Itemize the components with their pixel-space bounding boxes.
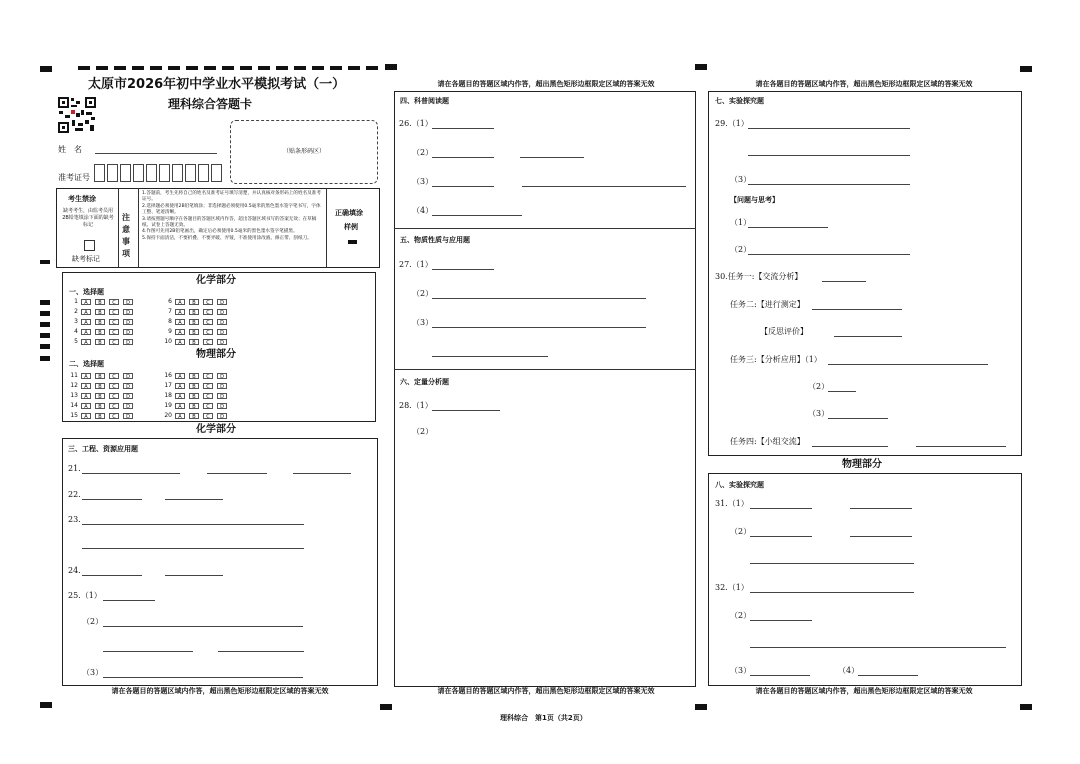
mcq-option-bubble[interactable]: C xyxy=(203,373,213,379)
mcq-option-bubble[interactable]: A xyxy=(175,393,185,399)
q26-4-label: （4） xyxy=(412,206,434,215)
mcq-option-bubble[interactable]: B xyxy=(95,299,105,305)
mcq-question-number: 10 xyxy=(164,338,172,345)
q26-blank-1[interactable] xyxy=(432,128,494,129)
section-6-title: 六、定量分析题 xyxy=(400,378,449,386)
q28-label: 28.（1） xyxy=(399,401,433,410)
mcq-row xyxy=(160,337,231,347)
mcq-option-bubble[interactable]: B xyxy=(189,319,199,325)
mcq-option-bubble[interactable]: B xyxy=(95,319,105,325)
mcq-group-chem-left xyxy=(66,297,137,347)
mcq-option-bubble[interactable]: D xyxy=(217,373,227,379)
mcq-option-bubble[interactable]: B xyxy=(95,413,105,419)
q32-4-label: （4） xyxy=(838,666,860,675)
mcq-option-bubble[interactable]: D xyxy=(217,309,227,315)
q26-blank-3[interactable] xyxy=(520,157,584,158)
mcq-part-phys: 物理部分 xyxy=(196,349,236,360)
fill-example-title: 正确填涂 xyxy=(335,209,363,217)
reflect-label: 【反思评价】 xyxy=(760,327,808,336)
q29-label: 29.（1） xyxy=(715,119,749,128)
mcq-question-number: 15 xyxy=(70,412,78,419)
q22-blank-1[interactable] xyxy=(82,499,142,500)
mcq-option-bubble[interactable]: D xyxy=(217,329,227,335)
mcq-question-number: 3 xyxy=(74,318,78,325)
q25-blank-4[interactable] xyxy=(218,651,304,652)
mcq-row xyxy=(66,381,137,391)
mcq-option-bubble[interactable]: C xyxy=(109,383,119,389)
q23-blank-1[interactable] xyxy=(82,524,304,525)
qr-code-icon xyxy=(57,96,97,134)
mcq-option-bubble[interactable]: C xyxy=(109,329,119,335)
mcq-option-bubble[interactable]: A xyxy=(81,393,91,399)
q26-blank-4[interactable] xyxy=(432,186,494,187)
q32-label: 32.（1） xyxy=(715,583,749,592)
col3-phys-box xyxy=(708,473,1022,686)
col1-part-chem: 化学部分 xyxy=(196,424,236,435)
mcq-section-1: 一、选择题 xyxy=(69,288,104,296)
mcq-option-bubble[interactable]: D xyxy=(123,339,133,345)
mcq-option-bubble[interactable]: B xyxy=(95,403,105,409)
mcq-row xyxy=(160,371,231,381)
mcq-option-bubble[interactable]: B xyxy=(189,309,199,315)
mcq-option-bubble[interactable]: C xyxy=(203,393,213,399)
mcq-option-bubble[interactable]: B xyxy=(189,329,199,335)
mcq-option-bubble[interactable]: C xyxy=(109,413,119,419)
mcq-row xyxy=(160,327,231,337)
mcq-option-bubble[interactable]: D xyxy=(123,319,133,325)
mcq-row xyxy=(66,401,137,411)
mcq-question-number: 17 xyxy=(164,382,172,389)
task1-label: 30.任务一:【交流分析】 xyxy=(715,272,803,281)
mcq-question-number: 4 xyxy=(74,328,78,335)
mcq-question-number: 5 xyxy=(74,338,78,345)
problem-2-label: （2） xyxy=(730,245,752,254)
q26-blank-5[interactable] xyxy=(522,186,686,187)
mcq-option-bubble[interactable]: C xyxy=(109,339,119,345)
mcq-question-number: 7 xyxy=(168,308,172,315)
note-item: 5.保持卡面清洁，不要折叠、不要弄破、弄皱，不准使用涂改液、修正带、刮纸刀。 xyxy=(142,235,312,241)
q31-2-label: （2） xyxy=(730,527,752,536)
mcq-option-bubble[interactable]: A xyxy=(175,413,185,419)
mcq-option-bubble[interactable]: D xyxy=(123,373,133,379)
q31-blank-2[interactable] xyxy=(850,508,912,509)
mcq-option-bubble[interactable]: C xyxy=(109,393,119,399)
mcq-row xyxy=(66,411,137,421)
section-4-title: 四、科普阅读题 xyxy=(400,97,449,105)
mcq-row xyxy=(160,381,231,391)
task3-blank-1[interactable] xyxy=(828,364,988,365)
q28-blank-1[interactable] xyxy=(432,410,500,411)
q23-blank-2[interactable] xyxy=(82,548,304,549)
mcq-option-bubble[interactable]: D xyxy=(123,329,133,335)
card-subtitle: 理科综合答题卡 xyxy=(168,97,253,111)
mcq-option-bubble[interactable]: B xyxy=(189,373,199,379)
barcode-label: （贴条形码区） xyxy=(282,148,325,155)
mcq-option-bubble[interactable]: D xyxy=(123,403,133,409)
mcq-row xyxy=(160,317,231,327)
absent-checkbox[interactable] xyxy=(84,240,95,251)
mcq-row xyxy=(66,371,137,381)
mcq-row xyxy=(160,411,231,421)
mcq-option-bubble[interactable]: C xyxy=(203,319,213,325)
mcq-option-bubble[interactable]: B xyxy=(189,339,199,345)
mcq-option-bubble[interactable]: A xyxy=(175,319,185,325)
mcq-option-bubble[interactable]: B xyxy=(95,329,105,335)
absent-mark-label: 缺考标记 xyxy=(72,255,100,263)
reflect-blank[interactable] xyxy=(834,336,902,337)
col2-top-banner: 请在各题目的答题区域内作答，超出黑色矩形边框限定区域的答案无效 xyxy=(437,80,655,88)
problem-1-label: （1） xyxy=(730,218,752,227)
mcq-question-number: 11 xyxy=(70,372,78,379)
q25-2-label: （2） xyxy=(82,617,104,626)
mcq-option-bubble[interactable]: C xyxy=(203,413,213,419)
mcq-option-bubble[interactable]: A xyxy=(81,339,91,345)
fill-example-sub: 样例 xyxy=(344,223,358,231)
q21-label: 21. xyxy=(68,464,81,473)
q28-2-label: （2） xyxy=(412,427,434,436)
barcode-area xyxy=(230,120,378,184)
q31-blank-3[interactable] xyxy=(750,536,812,537)
mcq-option-bubble[interactable]: A xyxy=(175,383,185,389)
mcq-question-number: 19 xyxy=(164,402,172,409)
mcq-row xyxy=(66,297,137,307)
task4-blank-2[interactable] xyxy=(916,446,1006,447)
q25-blank-2[interactable] xyxy=(103,626,303,627)
task3-3-label: （3） xyxy=(808,409,830,418)
mcq-option-bubble[interactable]: D xyxy=(123,383,133,389)
problem-blank-2[interactable] xyxy=(748,254,910,255)
mcq-option-bubble[interactable]: A xyxy=(81,319,91,325)
q26-blank-6[interactable] xyxy=(432,215,522,216)
task3-blank-2[interactable] xyxy=(828,391,856,392)
q31-blank-5[interactable] xyxy=(750,563,914,564)
q23-label: 23. xyxy=(68,515,81,524)
mcq-option-bubble[interactable]: D xyxy=(217,339,227,345)
mcq-option-bubble[interactable]: A xyxy=(175,299,185,305)
mcq-option-bubble[interactable]: C xyxy=(203,309,213,315)
mcq-option-bubble[interactable]: B xyxy=(95,383,105,389)
col3-top-banner: 请在各题目的答题区域内作答，超出黑色矩形边框限定区域的答案无效 xyxy=(755,80,973,88)
mcq-option-bubble[interactable]: A xyxy=(81,403,91,409)
note-item: 2.选择题必须使用2B铅笔填涂；非选择题必须使用0.5毫米的黑色墨水签字笔书写，字体工整、笔迹清晰。 xyxy=(142,203,321,216)
q32-3-label: （3） xyxy=(730,666,752,675)
task2-label: 任务二:【进行测定】 xyxy=(730,300,805,309)
q32-blank-1[interactable] xyxy=(750,592,914,593)
mcq-group-phys-right xyxy=(160,371,231,421)
mcq-row xyxy=(66,307,137,317)
q25-label: 25.（1） xyxy=(68,591,102,600)
mcq-row xyxy=(160,391,231,401)
mcq-option-bubble[interactable]: D xyxy=(217,413,227,419)
q26-2-label: （2） xyxy=(412,148,434,157)
task4-label: 任务四:【小组交流】 xyxy=(730,437,805,446)
q27-blank-1[interactable] xyxy=(432,269,494,270)
mcq-row xyxy=(66,337,137,347)
mcq-row xyxy=(66,317,137,327)
mcq-question-number: 2 xyxy=(74,308,78,315)
absent-text: 缺考考生，由监考员用2B铅笔填涂下面的缺考标记 xyxy=(62,208,114,228)
mcq-option-bubble[interactable]: C xyxy=(203,329,213,335)
mcq-option-bubble[interactable]: A xyxy=(175,373,185,379)
mcq-option-bubble[interactable]: C xyxy=(109,403,119,409)
problem-blank-1[interactable] xyxy=(748,227,828,228)
section-7-title: 七、实验探究题 xyxy=(715,97,764,105)
mcq-question-number: 13 xyxy=(70,392,78,399)
notes-title: 注意事项 xyxy=(122,213,130,258)
q29-3-label: （3） xyxy=(730,175,752,184)
mcq-option-bubble[interactable]: B xyxy=(189,413,199,419)
q21-blank-2[interactable] xyxy=(207,473,267,474)
q32-blank-2[interactable] xyxy=(750,620,812,621)
col1-answer-box xyxy=(62,438,378,686)
task3-blank-3[interactable] xyxy=(828,418,888,419)
mcq-group-chem-right xyxy=(160,297,231,347)
note-item: 1.答题前，考生先将自己的姓名及准考证号填写清楚，并认真核对条形码上的姓名及准考证号。 xyxy=(142,191,321,203)
q21-blank-3[interactable] xyxy=(293,473,351,474)
mcq-option-bubble[interactable]: A xyxy=(175,309,185,315)
name-label: 姓 名 xyxy=(58,145,82,154)
name-field[interactable] xyxy=(95,153,217,154)
mcq-question-number: 14 xyxy=(70,402,78,409)
mcq-part-chem: 化学部分 xyxy=(196,275,236,286)
mcq-question-number: 9 xyxy=(168,328,172,335)
task4-blank-1[interactable] xyxy=(812,446,888,447)
mcq-option-bubble[interactable]: B xyxy=(95,373,105,379)
exam-id-label: 准考证号 xyxy=(58,173,90,182)
q24-label: 24. xyxy=(68,566,81,575)
section-8-title: 八、实验探究题 xyxy=(715,481,764,489)
mcq-row xyxy=(160,297,231,307)
q26-label: 26.（1） xyxy=(399,119,433,128)
col2-answer-box xyxy=(394,91,696,687)
mcq-question-number: 6 xyxy=(168,298,172,305)
q29-blank-3[interactable] xyxy=(748,184,910,185)
mcq-option-bubble[interactable]: A xyxy=(81,299,91,305)
mcq-option-bubble[interactable]: C xyxy=(203,299,213,305)
note-item: 3.请按照题号顺序在各题目的答题区域内作答，超出答题区域书写的答案无效；在草稿纸、试卷上答题无效。 xyxy=(142,216,317,229)
mcq-question-number: 12 xyxy=(70,382,78,389)
mcq-option-bubble[interactable]: B xyxy=(95,309,105,315)
q32-blank-4[interactable] xyxy=(750,675,810,676)
mcq-option-bubble[interactable]: C xyxy=(109,299,119,305)
mcq-option-bubble[interactable]: D xyxy=(217,383,227,389)
section-3-title: 三、工程、资源应用题 xyxy=(68,445,138,453)
q26-3-label: （3） xyxy=(412,177,434,186)
mcq-option-bubble[interactable]: C xyxy=(109,309,119,315)
mcq-option-bubble[interactable]: A xyxy=(175,329,185,335)
problem-think-label: 【问题与思考】 xyxy=(730,196,779,204)
col2-bottom-banner: 请在各题目的答题区域内作答，超出黑色矩形边框限定区域的答案无效 xyxy=(437,687,655,695)
mcq-option-bubble[interactable]: A xyxy=(175,339,185,345)
notes-list xyxy=(142,191,324,242)
q27-blank-3[interactable] xyxy=(432,327,646,328)
task3-2-label: （2） xyxy=(808,382,830,391)
q31-blank-1[interactable] xyxy=(750,508,812,509)
q27-blank-2[interactable] xyxy=(432,298,646,299)
mcq-question-number: 8 xyxy=(168,318,172,325)
q32-blank-3[interactable] xyxy=(750,647,1006,648)
mcq-row xyxy=(66,391,137,401)
mcq-option-bubble[interactable]: A xyxy=(175,403,185,409)
q27-3-label: （3） xyxy=(412,318,434,327)
mcq-option-bubble[interactable]: A xyxy=(81,383,91,389)
mcq-option-bubble[interactable]: A xyxy=(81,329,91,335)
section-5-title: 五、物质性质与应用题 xyxy=(400,236,470,244)
q24-blank-1[interactable] xyxy=(82,575,142,576)
q25-blank-1[interactable] xyxy=(103,600,155,601)
mcq-question-number: 16 xyxy=(164,372,172,379)
mcq-option-bubble[interactable]: A xyxy=(81,413,91,419)
mcq-option-bubble[interactable]: D xyxy=(123,299,133,305)
mcq-option-bubble[interactable]: D xyxy=(123,309,133,315)
mcq-option-bubble[interactable]: B xyxy=(95,339,105,345)
mcq-option-bubble[interactable]: D xyxy=(217,393,227,399)
mcq-option-bubble[interactable]: D xyxy=(123,413,133,419)
mcq-option-bubble[interactable]: B xyxy=(189,299,199,305)
mcq-option-bubble[interactable]: C xyxy=(109,319,119,325)
mcq-option-bubble[interactable]: B xyxy=(189,403,199,409)
mcq-option-bubble[interactable]: B xyxy=(95,393,105,399)
q25-blank-3[interactable] xyxy=(103,651,193,652)
mcq-option-bubble[interactable]: D xyxy=(123,393,133,399)
q22-label: 22. xyxy=(68,490,81,499)
q22-blank-2[interactable] xyxy=(165,499,223,500)
q31-label: 31.（1） xyxy=(715,499,749,508)
task1-blank[interactable] xyxy=(822,281,866,282)
q32-2-label: （2） xyxy=(730,611,752,620)
q21-blank-1[interactable] xyxy=(82,473,180,474)
mcq-option-bubble[interactable]: C xyxy=(203,383,213,389)
mcq-option-bubble[interactable]: C xyxy=(203,339,213,345)
mcq-section-2: 二、选择题 xyxy=(69,360,104,368)
col3-part-phys: 物理部分 xyxy=(842,459,882,470)
mcq-option-bubble[interactable]: A xyxy=(81,373,91,379)
mcq-row xyxy=(66,327,137,337)
q24-blank-2[interactable] xyxy=(165,575,223,576)
q29-blank-1[interactable] xyxy=(748,128,910,129)
fill-example-mark xyxy=(348,240,357,244)
page-footer: 理科综合 第1页（共2页） xyxy=(500,714,587,722)
q26-blank-2[interactable] xyxy=(432,157,494,158)
task3-label: 任务三:【分析应用】（1） xyxy=(730,355,822,364)
task2-blank[interactable] xyxy=(812,309,902,310)
mcq-question-number: 18 xyxy=(164,392,172,399)
mcq-option-bubble[interactable]: D xyxy=(217,319,227,325)
mcq-option-bubble[interactable]: C xyxy=(203,403,213,409)
note-item: 4.作图可先用2B铅笔画出，确定后必须使用0.5毫米的黑色墨水签字笔描黑。 xyxy=(142,229,298,235)
mcq-row xyxy=(160,401,231,411)
mcq-row xyxy=(160,307,231,317)
q27-label: 27.（1） xyxy=(399,260,433,269)
q27-2-label: （2） xyxy=(412,289,434,298)
mcq-group-phys-left xyxy=(66,371,137,421)
q29-blank-2[interactable] xyxy=(748,155,910,156)
mcq-option-bubble[interactable]: B xyxy=(189,383,199,389)
mcq-option-bubble[interactable]: D xyxy=(217,403,227,409)
q25-blank-5[interactable] xyxy=(103,677,303,678)
mcq-question-number: 1 xyxy=(74,298,78,305)
mcq-option-bubble[interactable]: B xyxy=(189,393,199,399)
exam-title: 太原市2026年初中学业水平模拟考试（一） xyxy=(88,77,346,92)
mcq-option-bubble[interactable]: C xyxy=(109,373,119,379)
mcq-option-bubble[interactable]: A xyxy=(81,309,91,315)
q27-blank-4[interactable] xyxy=(432,356,548,357)
q32-blank-5[interactable] xyxy=(858,675,918,676)
mcq-option-bubble[interactable]: D xyxy=(217,299,227,305)
col3-bottom-banner: 请在各题目的答题区域内作答，超出黑色矩形边框限定区域的答案无效 xyxy=(755,687,973,695)
mcq-question-number: 20 xyxy=(164,412,172,419)
q31-blank-4[interactable] xyxy=(850,536,912,537)
col1-bottom-banner: 请在各题目的答题区域内作答，超出黑色矩形边框限定区域的答案无效 xyxy=(111,687,329,695)
q25-3-label: （3） xyxy=(82,668,104,677)
absent-title: 考生禁涂 xyxy=(68,195,96,203)
